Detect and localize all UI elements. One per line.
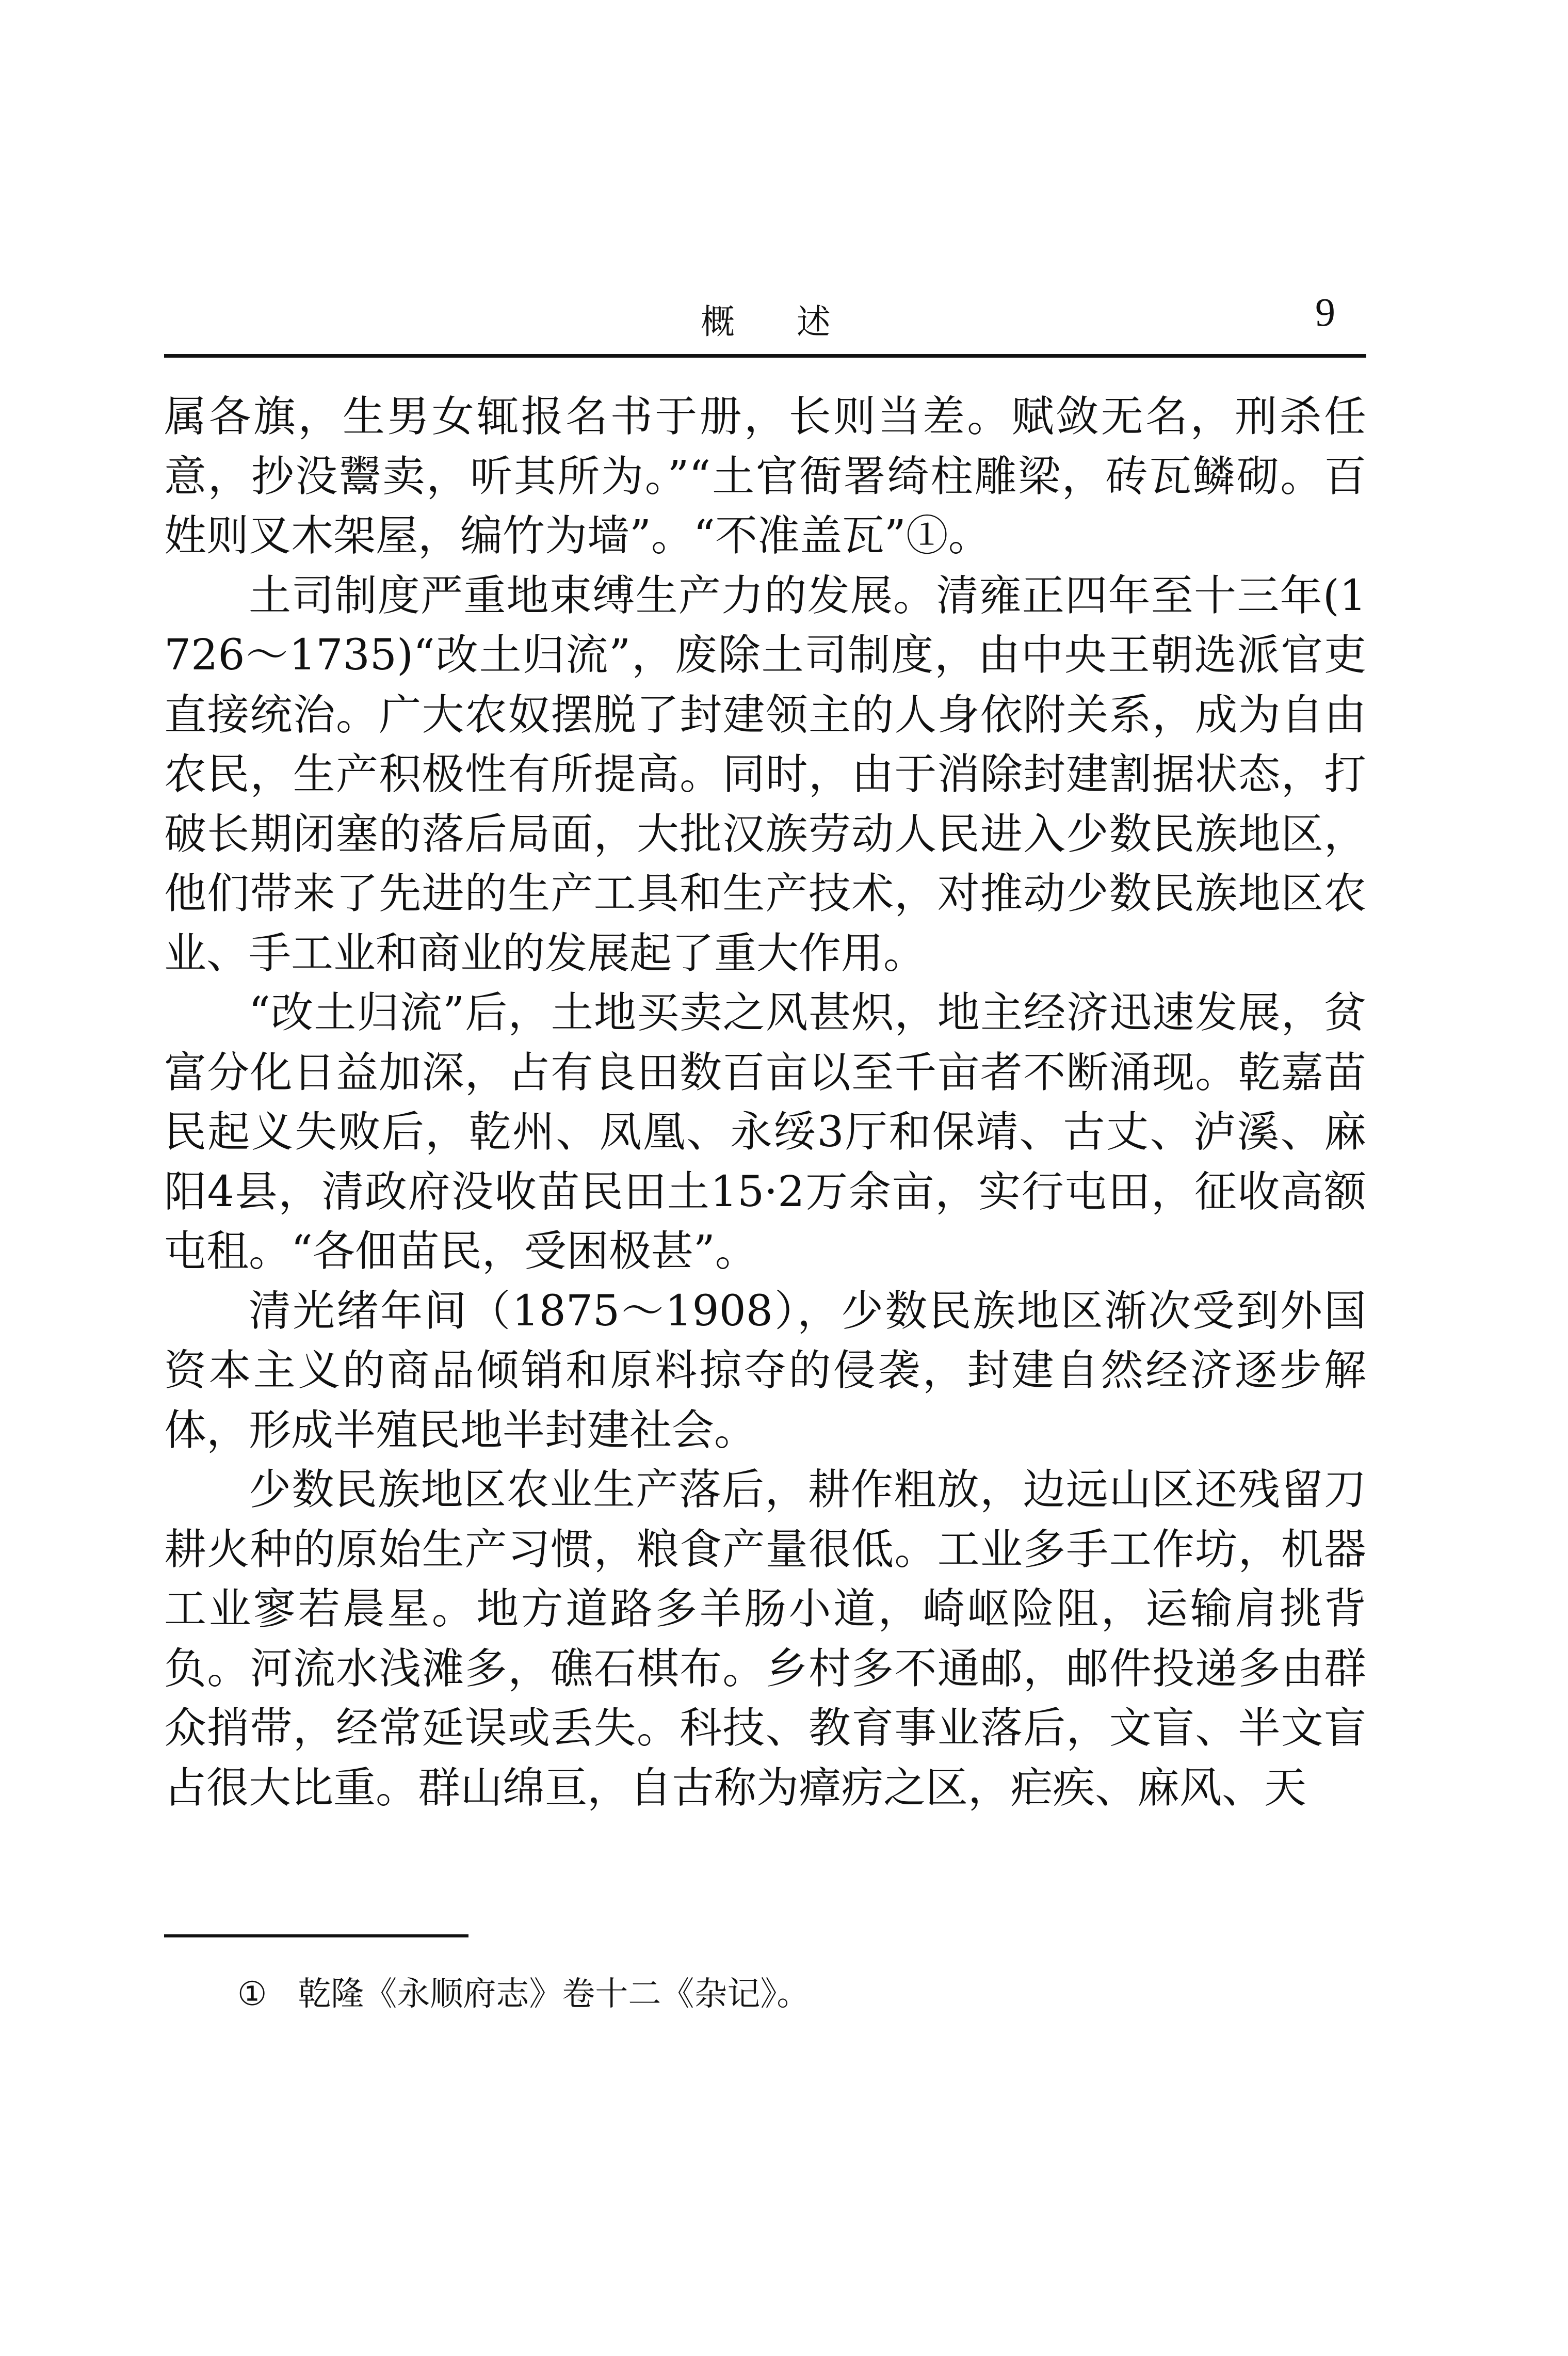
paragraph: 土司制度严重地束缚生产力的发展。清雍正四年至十三年(1726～1735)“改土归流”，废除土司制度，由中央王朝选派官吏直接统治。广大农奴摆脱了封建领主的人身依附关系，成为自由农民，生产积极性有所提高。同时，由于消除封建割据状态，打破长期闭塞的落后局面，大批汉族劳动人民进入少数民族地区，他们带来了先进的生产工具和生产技术，对推动少数民族地区农业、手工业和商业的发展起了重大作用。 xyxy=(164,571,1366,978)
running-header xyxy=(164,289,1366,351)
paragraph-continued: 属各旗，生男女辄报名书于册，长则当差。赋敛无名，刑杀任意，抄没鬻卖，听其所为。”“土官衙署绮柱雕梁，砖瓦鳞砌。百姓则叉木架屋，编竹为墙”。“不准盖瓦”①。 xyxy=(164,392,1366,560)
footnote-text: 乾隆《永顺府志》卷十二《杂记》。 xyxy=(298,1975,810,2013)
paragraph: 少数民族地区农业生产落后，耕作粗放，边远山区还残留刀耕火种的原始生产习惯，粮食产量很低。工业多手工作坊，机器工业寥若晨星。地方道路多羊肠小道，崎岖险阻，运输肩挑背负。河流水浅滩多，礁石棋布。乡村多不通邮，邮件投递多由群众捎带，经常延误或丢失。科技、教育事业落后，文盲、半文盲占很大比重。群山绵亘，自古称为瘴疠之区，疟疾、麻风、天 xyxy=(164,1465,1366,1813)
page-number: 9 xyxy=(1315,290,1335,334)
header-rule xyxy=(164,354,1366,358)
paragraph: 清光绪年间（1875～1908），少数民族地区渐次受到外国资本主义的商品倾销和原料掠夺的侵袭，封建自然经济逐步解体，形成半殖民地半封建社会。 xyxy=(164,1286,1366,1455)
paragraph: “改土归流”后，土地买卖之风甚炽，地主经济迅速发展，贫富分化日益加深，占有良田数百亩以至千亩者不断涌现。乾嘉苗民起义失败后，乾州、凤凰、永绥3厅和保靖、古丈、泸溪、麻阳4县，清政府没收苗民田土15·2万余亩，实行屯田，征收高额屯租。“各佃苗民，受困极甚”。 xyxy=(164,988,1366,1276)
chapter-title: 概述 xyxy=(701,302,893,342)
footnote-mark: ① xyxy=(237,1975,267,2013)
footnote-rule xyxy=(164,1934,468,1937)
footnote xyxy=(237,1967,810,2015)
body-text xyxy=(164,387,1366,1818)
